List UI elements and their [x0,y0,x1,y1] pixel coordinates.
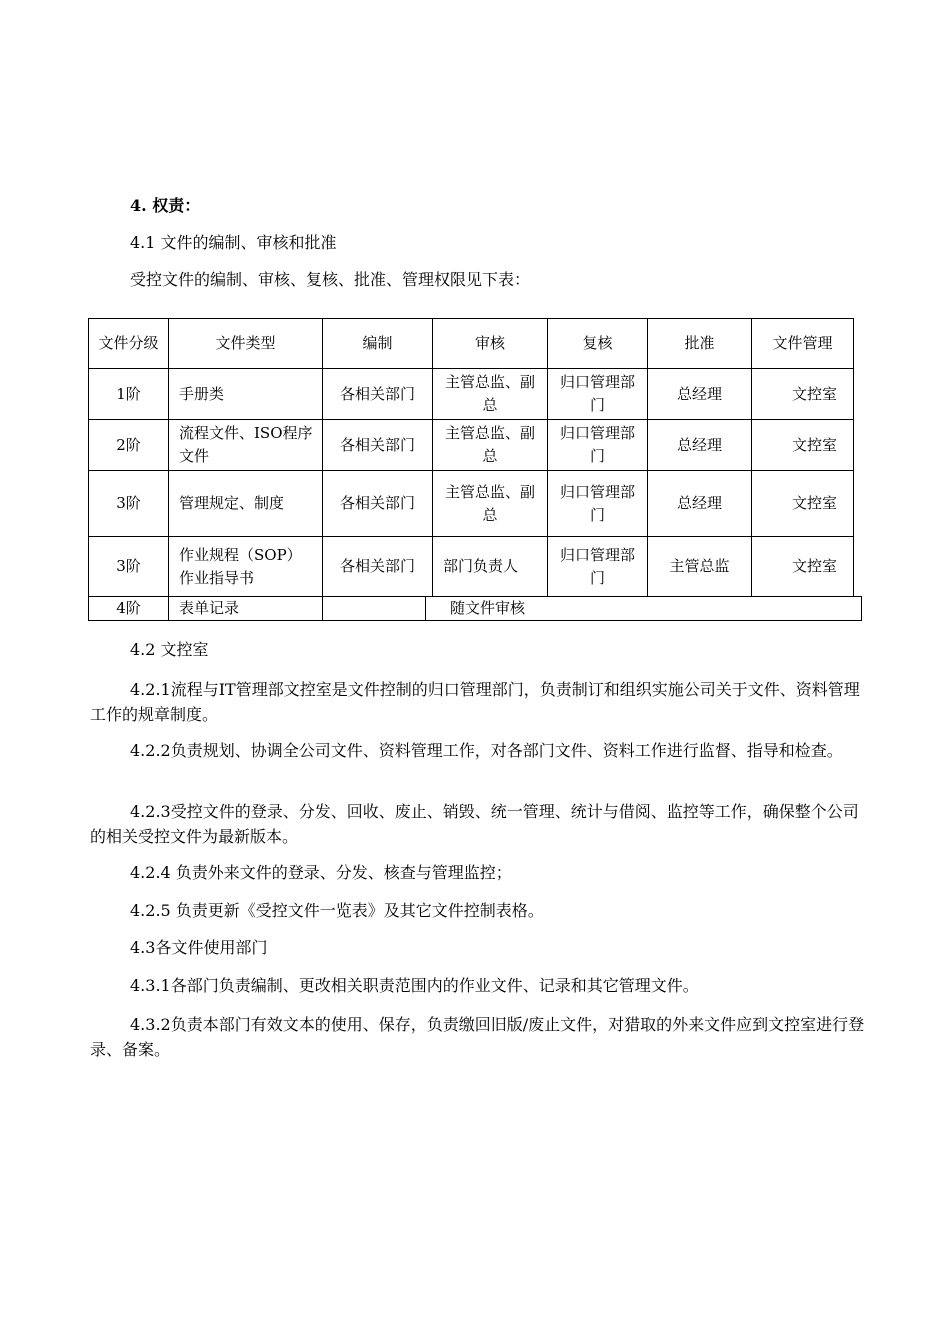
table-row [89,537,854,597]
table-row [89,420,854,471]
paragraph-4-2-2: 4.2.2负责规划、协调全公司文件、资料管理工作，对各部门文件、资料工作进行监督、指导和检查。 [130,741,843,760]
table-cell: 文控室 [752,369,854,420]
table-cell: 归口管理部门 [548,537,648,597]
table-cell: 1阶 [89,369,169,420]
table-cell: 2阶 [89,420,169,471]
paragraph-4-2-3: 4.2.3受控文件的登录、分发、回收、废止、销毁、统一管理、统计与借阅、监控等工作，确保整个公司的相关受控文件为最新版本。 [90,802,859,846]
subsection-title-4-1: 4.1 文件的编制、审核和批准 [130,233,337,252]
table-cell: 3阶 [89,471,169,537]
table-cell: 归口管理部门 [548,471,648,537]
table-cell: 文控室 [752,471,854,537]
header-cell: 文件类型 [169,319,323,369]
table-cell: 文控室 [752,537,854,597]
table-row [89,597,862,621]
table-cell: 4阶 [89,597,169,621]
paragraph-4-2-5: 4.2.5 负责更新《受控文件一览表》及其它文件控制表格。 [130,901,544,920]
table-cell: 各相关部门 [323,471,433,537]
table-cell: 表单记录 [169,597,323,621]
table-row [89,369,854,420]
table-cell: 部门负责人 [433,537,548,597]
paragraph-4-3-1: 4.3.1各部门负责编制、更改相关职责范围内的作业文件、记录和其它管理文件。 [130,976,699,995]
table-cell: 作业规程（SOP）作业指导书 [169,537,323,597]
authority-table [88,318,854,597]
table-cell: 总经理 [648,420,752,471]
table-cell: 主管总监 [648,537,752,597]
table-cell: 管理规定、制度 [169,471,323,537]
table-cell: 主管总监、副总 [433,420,548,471]
header-cell: 编制 [323,319,433,369]
table-cell: 各相关部门 [323,537,433,597]
table-cell: 归口管理部门 [548,420,648,471]
table-cell: 随文件审核 [426,597,862,621]
table-cell: 主管总监、副总 [433,471,548,537]
subsection-title-4-2: 4.2 文控室 [130,640,209,659]
section-heading: 4. 权责： [130,196,201,215]
table-cell: 各相关部门 [323,420,433,471]
table-cell: 总经理 [648,369,752,420]
table-cell: 流程文件、ISO程序文件 [169,420,323,471]
table-cell [323,597,426,621]
header-cell: 复核 [548,319,648,369]
paragraph-4-2-1: 4.2.1流程与IT管理部文控室是文件控制的归口管理部门，负责制订和组织实施公司关于文件、资料管理工作的规章制度。 [90,680,860,724]
paragraph-4-3-2: 4.3.2负责本部门有效文本的使用、保存，负责缴回旧版/废止文件，对猎取的外来文件应到文控室进行登录、备案。 [90,1015,865,1059]
authority-table-last-row [88,596,862,621]
table-cell: 各相关部门 [323,369,433,420]
paragraph-4-2-4: 4.2.4 负责外来文件的登录、分发、核查与管理监控； [130,863,512,882]
header-cell: 批准 [648,319,752,369]
table-cell: 文控室 [752,420,854,471]
table-cell: 主管总监、副总 [433,369,548,420]
table-row [89,471,854,537]
header-cell: 审核 [433,319,548,369]
table-cell: 总经理 [648,471,752,537]
table-cell: 归口管理部门 [548,369,648,420]
intro-paragraph: 受控文件的编制、审核、复核、批准、管理权限见下表： [130,270,531,289]
header-cell: 文件管理 [752,319,854,369]
table-cell: 3阶 [89,537,169,597]
header-cell: 文件分级 [89,319,169,369]
table-cell: 手册类 [169,369,323,420]
table-header-row [89,319,854,369]
subsection-title-4-3: 4.3各文件使用部门 [130,938,268,957]
